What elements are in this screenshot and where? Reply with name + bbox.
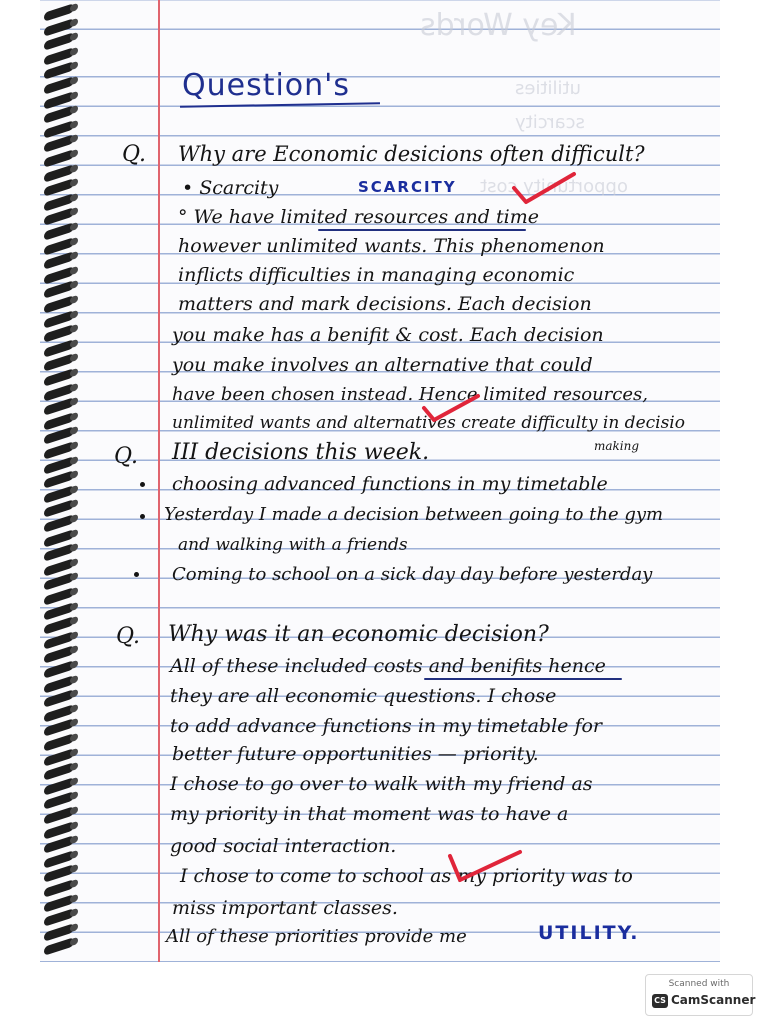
q2-note: making <box>594 439 640 453</box>
underline <box>424 678 622 680</box>
ghost-word: utilities <box>515 78 581 99</box>
utility-label: UTILITY. <box>538 922 640 944</box>
q3-line: I chose to go over to walk with my friend as <box>170 773 593 795</box>
q3-line: better future opportunities — priority. <box>172 743 539 765</box>
q3-line: to add advance functions in my timetable for <box>170 715 602 737</box>
q1-marker: Q. <box>122 142 146 167</box>
badge-brand: CamScanner <box>671 993 756 1007</box>
bullet-dot <box>134 572 139 577</box>
q2-item: Coming to school on a sick day day before yesterday <box>172 564 653 585</box>
ghost-heading: Key Words <box>420 8 577 43</box>
red-checkmark <box>420 390 482 428</box>
bullet-dot <box>140 514 145 519</box>
red-checkmark <box>510 168 578 210</box>
ghost-word: scarcity <box>515 112 585 133</box>
q3-line: All of these included costs and benifits hence <box>170 655 606 677</box>
q1-bullet: • Scarcity <box>182 177 279 199</box>
q2-item: choosing advanced functions in my timetable <box>172 473 608 495</box>
q1-line: unlimited wants and alternatives create difficulty in decisio <box>172 413 685 433</box>
q3-line: good social interaction. <box>170 835 397 857</box>
q1-line: ° We have limited resources and time <box>178 206 539 228</box>
q1-line: matters and mark decisions. Each decision <box>178 293 592 315</box>
q1-line: inflicts difficulties in managing economic <box>178 264 575 286</box>
red-checkmark <box>446 846 524 888</box>
q3-line: miss important classes. <box>172 897 398 919</box>
ghost-word: opportunity cost <box>480 176 628 197</box>
margin-line <box>158 0 160 962</box>
q1-line: you make involves an alternative that could <box>172 354 593 376</box>
q1-line: however unlimited wants. This phenomenon <box>178 235 605 257</box>
scarcity-label: SCARCITY <box>358 178 457 196</box>
badge-caption: Scanned with <box>668 979 730 989</box>
q3-marker: Q. <box>116 624 140 649</box>
q3-line: I chose to come to school as my priority was to <box>180 865 633 887</box>
q1-line: you make has a benifit & cost. Each decision <box>172 324 604 346</box>
q3-line: All of these priorities provide me <box>166 926 467 947</box>
q3-line: they are all economic questions. I chose <box>170 685 557 707</box>
q1-line: have been chosen instead. Hence limited resources, <box>172 384 648 405</box>
spiral-binding <box>44 0 80 962</box>
q3-line: my priority in that moment was to have a <box>170 803 569 825</box>
underline <box>318 229 526 231</box>
q3-question: Why was it an economic decision? <box>168 622 549 647</box>
q1-question: Why are Economic desicions often difficult? <box>178 142 645 166</box>
q2-item: Yesterday I made a decision between going to the gym <box>164 504 664 525</box>
q2-marker: Q. <box>114 444 138 469</box>
page-title: Question's <box>182 68 351 103</box>
camscanner-logo-icon: CS <box>652 994 668 1008</box>
bullet-dot <box>140 482 145 487</box>
q2-question: III decisions this week. <box>172 440 430 465</box>
camscanner-badge <box>645 974 756 1016</box>
q2-item: and walking with a friends <box>178 535 408 555</box>
